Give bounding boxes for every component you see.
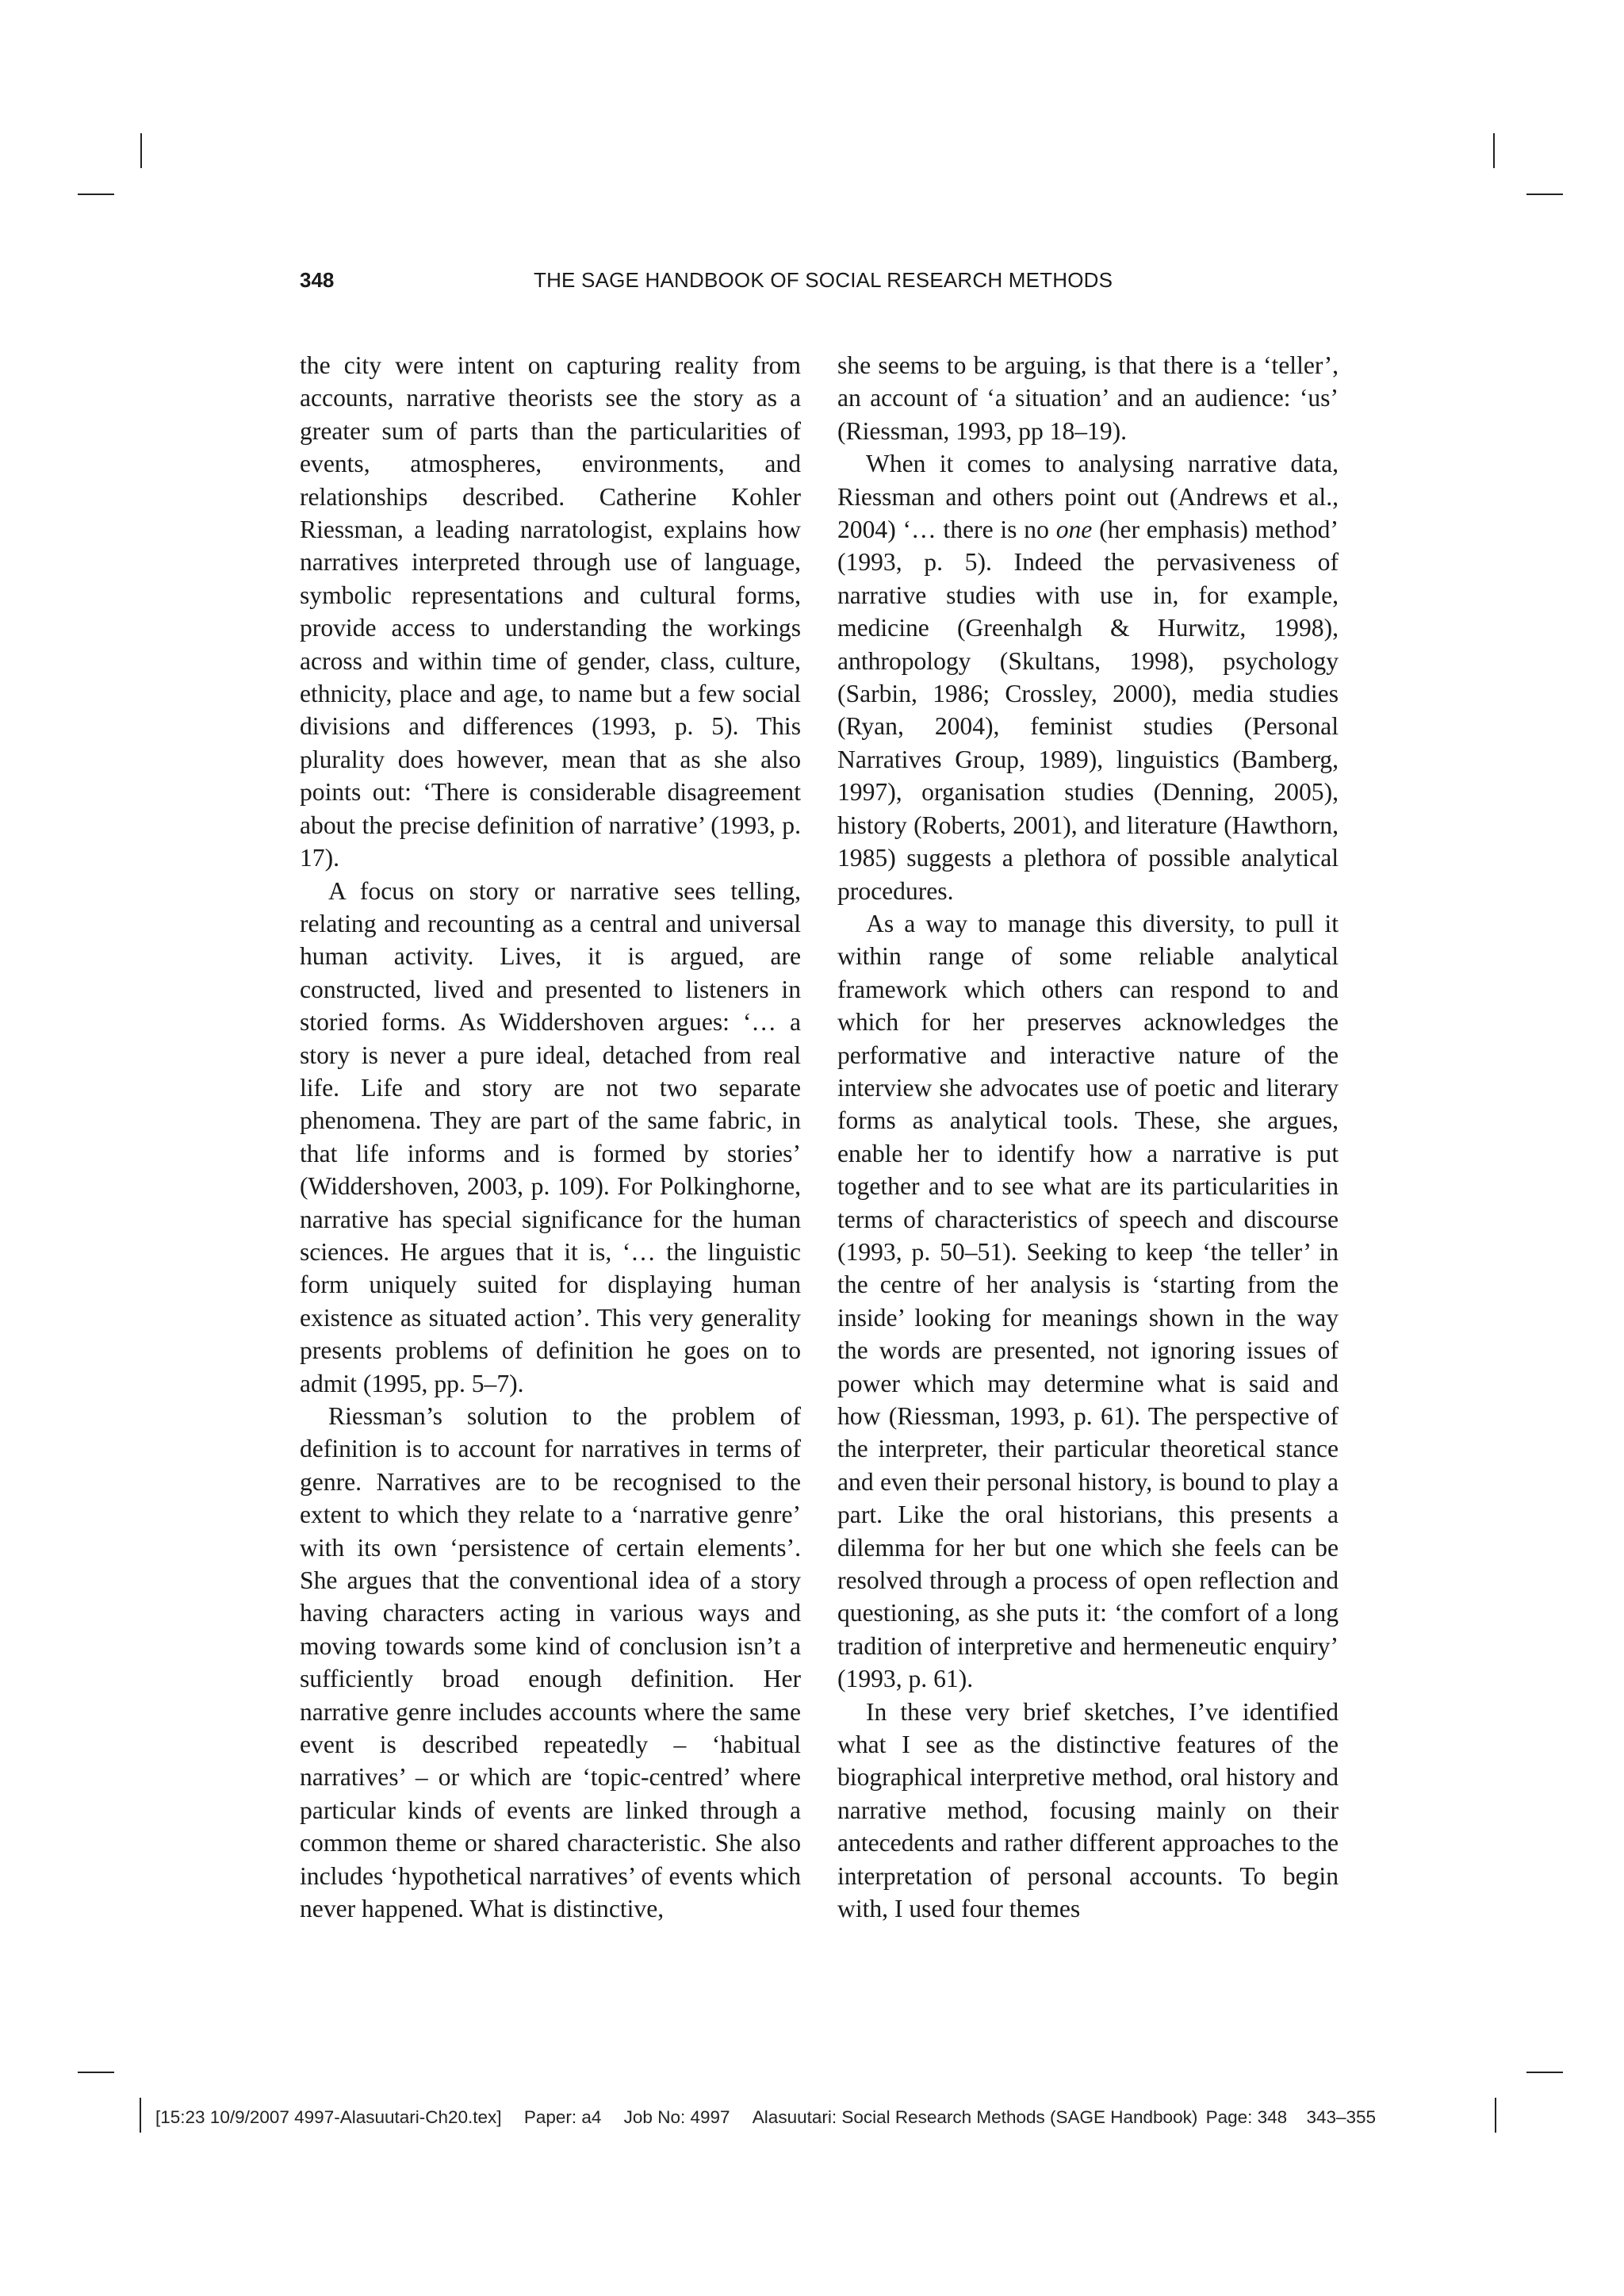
footer-page: Page: 348 <box>1205 2107 1288 2127</box>
right-column <box>837 349 1339 1926</box>
left-column <box>300 349 801 1926</box>
page-number: 348 <box>300 268 335 292</box>
print-slug-footer <box>155 2107 1464 2128</box>
paragraph: Riessman’s solution to the problem of definition is to account for narratives in terms of genre. Narratives are to be recognised to the extent to which they relate to a ‘narrative genre’ with its own ‘persistence of certain elements’. She argues that the conventional idea of a story having characters acting in various ways and moving towards some kind of conclusion isn’t a sufficiently broad enough definition. Her narrative genre includes accounts where the same event is described repeatedly – ‘habitual narratives’ – or which are ‘topic-centred’ where particular kinds of events are linked through a common theme or shared characteristic. She also includes ‘hypothetical narratives’ of events which never happened. What is distinctive, <box>300 1402 801 1923</box>
text-run: (her emphasis) method’ (1993, p. 5). Indeed the pervasiveness of narrative studies with use in, for example, medicine (Greenhalgh & Hurwitz, 1998), anthropology (Skultans, 1998), psychology (Sarbin, 1986; Crossley, 2000), media studies (Ryan, 2004), feminist studies (Personal Narratives Group, 1989), linguistics (Bamberg, 1997), organisation studies (Denning, 2005), history (Roberts, 2001), and literature (Hawthorn, 1985) suggests a plethora of possible analytical procedures. <box>837 516 1339 905</box>
crop-mark-bottom-right-h <box>1526 2072 1563 2073</box>
text-run: When it comes to analysing narrative data, Riessman and others point out (Andrews et al., 2004) ‘… there is no <box>837 450 1339 544</box>
paragraph: As a way to manage this diversity, to pull it within range of some reliable analytical framework which others can respond to and which for her preserves acknowledges the performative and interactive nature of the interview she advocates use of poetic and literary forms as analytical tools. These, she argues, enable her to identify how a narrative is put together and to see what are its particularities in terms of characteristics of speech and discourse (1993, p. 50–51). Seeking to keep ‘the teller’ in the centre of her analysis is ‘starting from the inside’ looking for meanings shown in the way the words are presented, not ignoring issues of power which may determine what is said and how (Riessman, 1993, p. 61). The perspective of the interpreter, their particular theoretical stance and even their personal history, is bound to play a part. Like the oral historians, this presents a dilemma for her but one which she feels can be resolved through a process of open reflection and questioning, as she puts it: ‘the comfort of a long tradition of interpretive and hermeneutic enquiry’ (1993, p. 61). <box>837 909 1339 1693</box>
footer-job: Job No: 4997 <box>623 2107 730 2127</box>
paragraph: A focus on story or narrative sees telling, relating and recounting as a central and universal human activity. Lives, it is argued, are constructed, lived and presented to listeners in storied forms. As Widdershoven argues: ‘… a story is never a pure ideal, detached from real life. Life and story are not two separate phenomena. They are part of the same fabric, in that life informs and is formed by stories’ (Widdershoven, 2003, p. 109). For Polkinghorne, narrative has special significance for the human sciences. He argues that it is, ‘… the linguistic form uniquely suited for displaying human existence as situated action’. This very generality presents problems of definition he goes on to admit (1995, pp. 5–7). <box>300 876 801 1397</box>
footer-rule-left <box>140 2098 141 2133</box>
paragraph: the city were intent on capturing reality from accounts, narrative theorists see the story as a greater sum of parts than the particularities of events, atmospheres, environments, and relationships described. Catherine Kohler Riessman, a leading narratologist, explains how narratives interpreted through use of language, symbolic representations and cultural forms, provide access to understanding the workings across and within time of gender, class, culture, ethnicity, place and age, to name but a few social divisions and differences (1993, p. 5). This plurality does however, mean that as she also points out: ‘There is considerable disagreement about the precise definition of narrative’ (1993, p. 17). <box>300 351 801 872</box>
paragraph: she seems to be arguing, is that there is a ‘teller’, an account of ‘a situation’ and an audience: ‘us’ (Riessman, 1993, pp 18–19). <box>837 351 1339 445</box>
paragraph: In these very brief sketches, I’ve identified what I see as the distinctive features of the biographical interpretive method, oral history and narrative method, focusing mainly on their antecedents and rather different approaches to the interpretation of personal accounts. To begin with, I used four themes <box>837 1697 1339 1923</box>
footer-paper: Paper: a4 <box>523 2107 602 2127</box>
page-header <box>300 268 1339 300</box>
crop-mark-top-right <box>1493 133 1495 168</box>
paragraph <box>837 447 1339 907</box>
footer-book: Alasuutari: Social Research Methods (SAGE Handbook) <box>752 2107 1198 2127</box>
emphasis: one <box>1055 516 1093 544</box>
crop-mark-top-left-h <box>78 194 114 195</box>
crop-mark-top-left <box>140 133 142 168</box>
footer-range: 343–355 <box>1306 2107 1377 2127</box>
footer-timestamp: [15:23 10/9/2007 4997-Alasuutari-Ch20.tex] <box>155 2107 502 2127</box>
crop-mark-top-right-h <box>1526 194 1563 195</box>
footer-rule-right <box>1495 2098 1496 2133</box>
running-title: THE SAGE HANDBOOK OF SOCIAL RESEARCH METHODS <box>534 268 1113 292</box>
crop-mark-bottom-left-h <box>78 2072 114 2073</box>
